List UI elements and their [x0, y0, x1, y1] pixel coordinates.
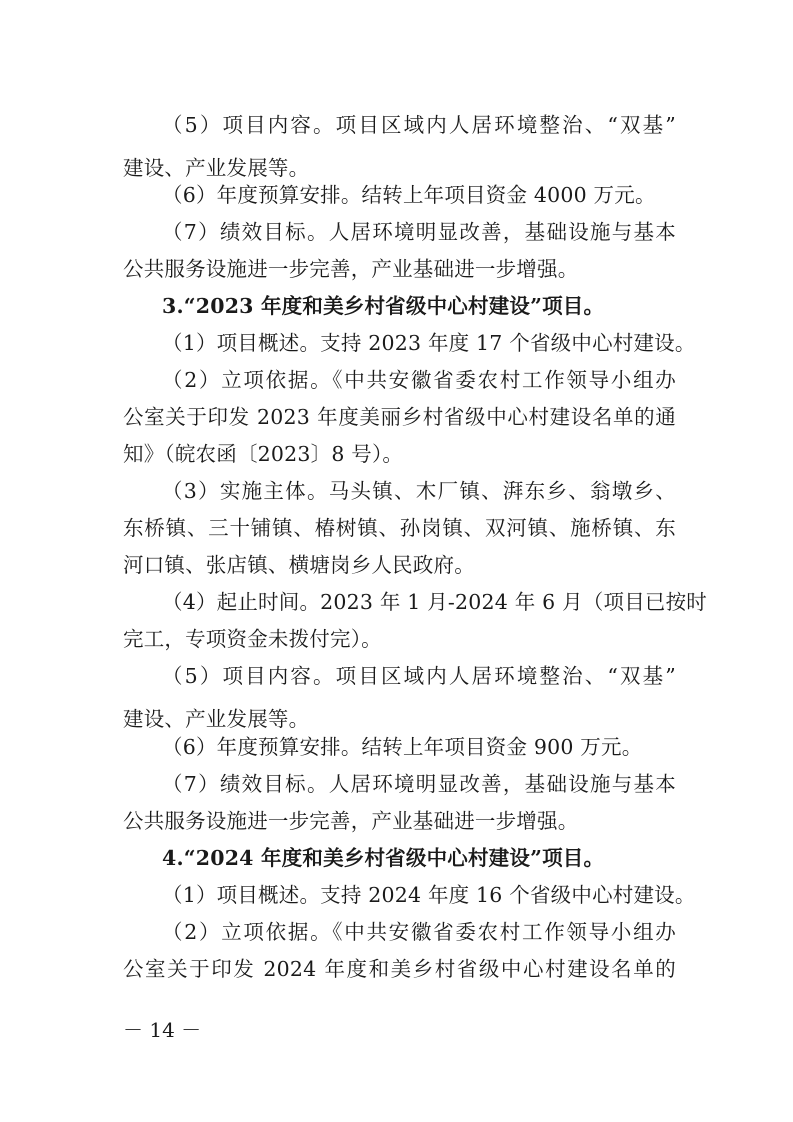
text-line: 完工，专项资金未拨付完）。 [123, 627, 382, 651]
text-line: （2）立项依据。《中共安徽省委农村工作领导小组办 [162, 368, 676, 392]
page-number: － 14 － [123, 1018, 202, 1042]
text-line: 公室关于印发 2023 年度美丽乡村省级中心村建设名单的通 [123, 405, 676, 429]
text-line: 河口镇、张店镇、横塘岗乡人民政府。 [123, 553, 475, 577]
text-line: （7）绩效目标。人居环境明显改善，基础设施与基本 [162, 220, 676, 244]
text-line: 建设、产业发展等。 [123, 707, 310, 731]
section-heading: 3.“2023 年度和美乡村省级中心村建设”项目。 [162, 294, 605, 318]
text-line: （5）项目内容。项目区域内人居环境整治、“双基” [162, 113, 676, 137]
text-line: （1）项目概述。支持 2023 年度 17 个省级中心村建设。 [162, 331, 696, 355]
text-line: （6）年度预算安排。结转上年项目资金 4000 万元。 [162, 183, 656, 207]
text-line: （7）绩效目标。人居环境明显改善，基础设施与基本 [162, 772, 676, 796]
text-line: 知》（皖农函〔2023〕8 号）。 [123, 442, 404, 466]
text-line: 东桥镇、三十铺镇、椿树镇、孙岗镇、双河镇、施桥镇、东 [123, 516, 676, 540]
text-line: （1）项目概述。支持 2024 年度 16 个省级中心村建设。 [162, 883, 696, 907]
text-line: （4）起止时间。2023 年 1 月-2024 年 6 月（项目已按时 [162, 590, 707, 614]
text-line: 公室关于印发 2024 年度和美乡村省级中心村建设名单的 [123, 957, 676, 981]
text-line: （5）项目内容。项目区域内人居环境整治、“双基” [162, 664, 676, 688]
text-line: （3）实施主体。马头镇、木厂镇、湃东乡、翁墩乡、 [162, 479, 676, 503]
text-line: （6）年度预算安排。结转上年项目资金 900 万元。 [162, 735, 643, 759]
text-line: 建设、产业发展等。 [123, 156, 310, 180]
text-line: 公共服务设施进一步完善，产业基础进一步增强。 [123, 809, 579, 833]
section-heading: 4.“2024 年度和美乡村省级中心村建设”项目。 [162, 846, 605, 870]
text-line: 公共服务设施进一步完善，产业基础进一步增强。 [123, 257, 579, 281]
text-line: （2）立项依据。《中共安徽省委农村工作领导小组办 [162, 920, 676, 944]
